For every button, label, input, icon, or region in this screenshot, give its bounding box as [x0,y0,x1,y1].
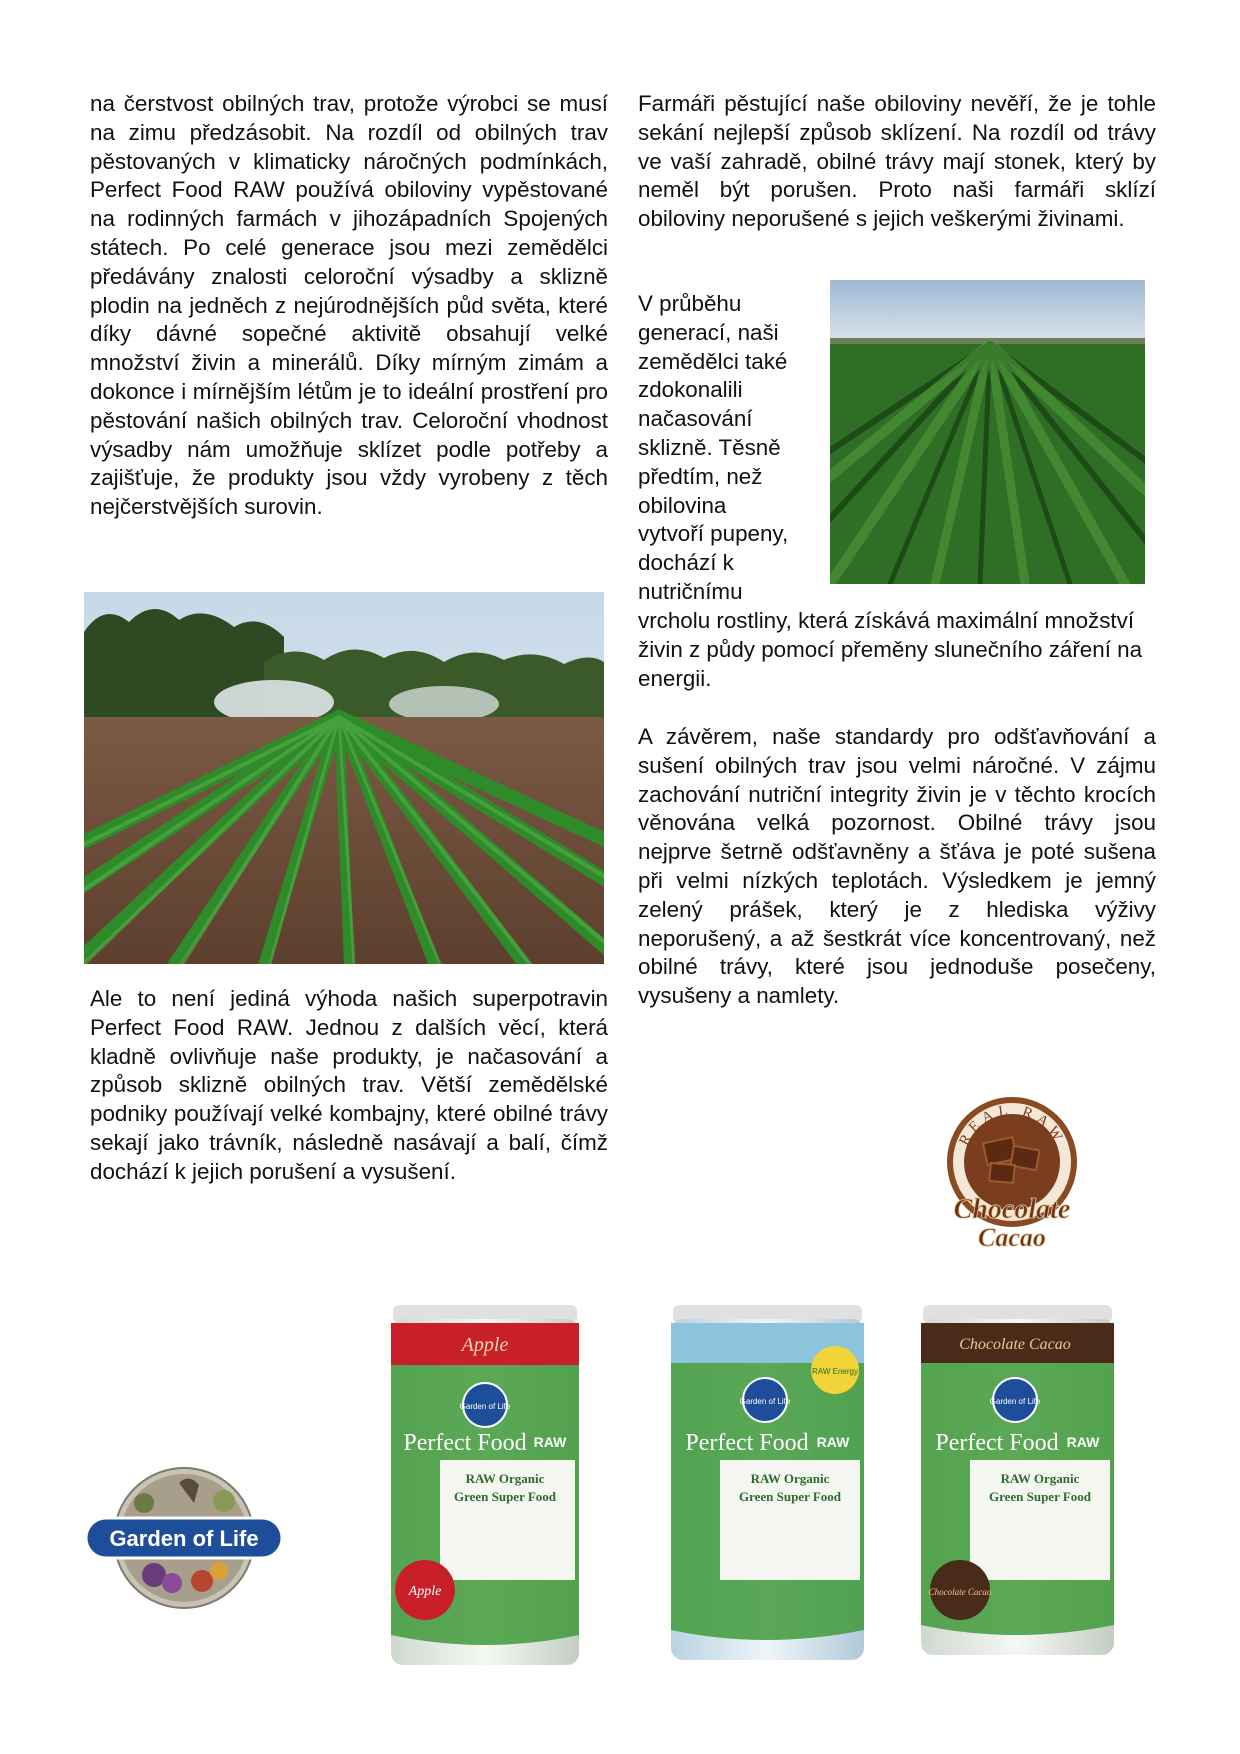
tub-product-name: Perfect Food [685,1430,809,1456]
tub-sub1: RAW Organic [465,1471,545,1486]
left-paragraph-1: na čerstvost obilných trav, protože výrobci se musí na zimu předzásobit. Na rozdíl od obilných trav pěstovaných v klimaticky náročných podmínkách, Perfect Food RAW používá obiloviny vypěstované na rodinných farmách v jihozápadních Spojených státech. Po celé generace jsou mezi zemědělci předávány znalosti celoroční výsadby a sklizně plodin na jedněch z nejúrodnějších půd světa, které díky dávné sopečné aktivitě obsahují velké množství živin a minerálů. Díky mírným zimám a dokonce i mírnějším létům je to ideální prostření pro pěstování našich obilných trav. Celoroční vhodnost výsadby nám umožňuje sklízet podle potřeby a zajišťuje, že produkty jsou vždy vyrobeny z těch nejčerstvějších surovin. [90,91,608,520]
tub-raw: RAW [1066,1434,1100,1450]
tub-product-name: Perfect Food [403,1430,527,1456]
grass-field-photo [830,280,1145,584]
tub-sub1: RAW Organic [750,1471,830,1486]
right-paragraph-1: Farmáři pěstující naše obiloviny nevěří, že je tohle sekání nejlepší způsob sklízení. Na rozdíl od trávy ve vaší zahradě, obilné trávy mají stonek, který by neměl být porušen. Proto naši farmáři sklízí obiloviny neporušené s jejich veškerými živinami. [638,91,1156,232]
product-tub-cacao [915,1305,1120,1660]
left-column [90,90,608,522]
tub-badge: Chocolate Cacao [928,1587,992,1597]
right-paragraph-2-wrapped: V průběhu generací, naši zemědělci také zdokonalili načasování sklizně. Těsně předtím, než obilovina vytvoří pupeny, dochází k nutričnímu [638,291,789,604]
left-paragraph-2: Ale to není jediná výhoda našich superpotravin Perfect Food RAW. Jednou z dalších věcí, která kladně ovlivňuje naše produkty, je načasování a způsob sklizně obilných trav. Větší zemědělské podniky používají velké kombajny, které obilné trávy sekají jako trávník, následně nasávají a balí, čímž dochází k jejich porušení a vysušení. [90,986,608,1184]
right-paragraph-2-rest: vrcholu rostliny, která získává maximální množství živin z půdy pomocí přeměny slunečního záření na energii. [638,608,1143,691]
garden-of-life-logo [84,1463,284,1613]
chocolate-cacao-logo [930,1090,1095,1255]
right-paragraph-3: A závěrem, naše standardy pro odšťavňování a sušení obilných trav jsou velmi náročné. V zájmu zachování nutriční integrity živin je v těchto krocích věnována velká pozornost. Obilné trávy jsou nejprve šetrně odšťavněny a šťáva je poté sušena při velmi nízkých teplotách. Výsledkem je jemný zelený prášek, který je z hlediska výživy neporušený, a až šestkrát více koncentrovaný, než obilné trávy, které jsou jednoduše posečeny, vysušeny a namlety. [638,724,1156,1009]
field-irrigation-photo [84,592,604,964]
logo-chocolate-text: Chocolate [953,1194,1071,1225]
tub-badge: RAW Energy [812,1367,858,1376]
tub-sub2: Green Super Food [453,1489,557,1504]
tub-brand: Garden of Life [459,1402,511,1411]
tub-brand: Garden of Life [739,1397,791,1406]
tub-raw: RAW [533,1434,567,1450]
tub-sub1: RAW Organic [1000,1471,1080,1486]
product-tub-energy [665,1305,870,1665]
logo-arc-text: REAL RAW [956,1102,1068,1149]
tub-product-name: Perfect Food [935,1430,1059,1456]
tub-raw: RAW [816,1434,850,1450]
right-column [638,90,1156,234]
tub-sub2: Green Super Food [988,1489,1092,1504]
tub-flavor-band: Chocolate Cacao [959,1336,1071,1353]
logo-cacao-text: Cacao [978,1223,1046,1252]
garden-of-life-text: Garden of Life [109,1526,259,1551]
tub-flavor-band: Apple [461,1334,509,1356]
tub-brand: Garden of Life [989,1397,1041,1406]
tub-badge: Apple [408,1584,442,1599]
product-tub-apple [385,1305,585,1670]
tub-sub2: Green Super Food [738,1489,842,1504]
